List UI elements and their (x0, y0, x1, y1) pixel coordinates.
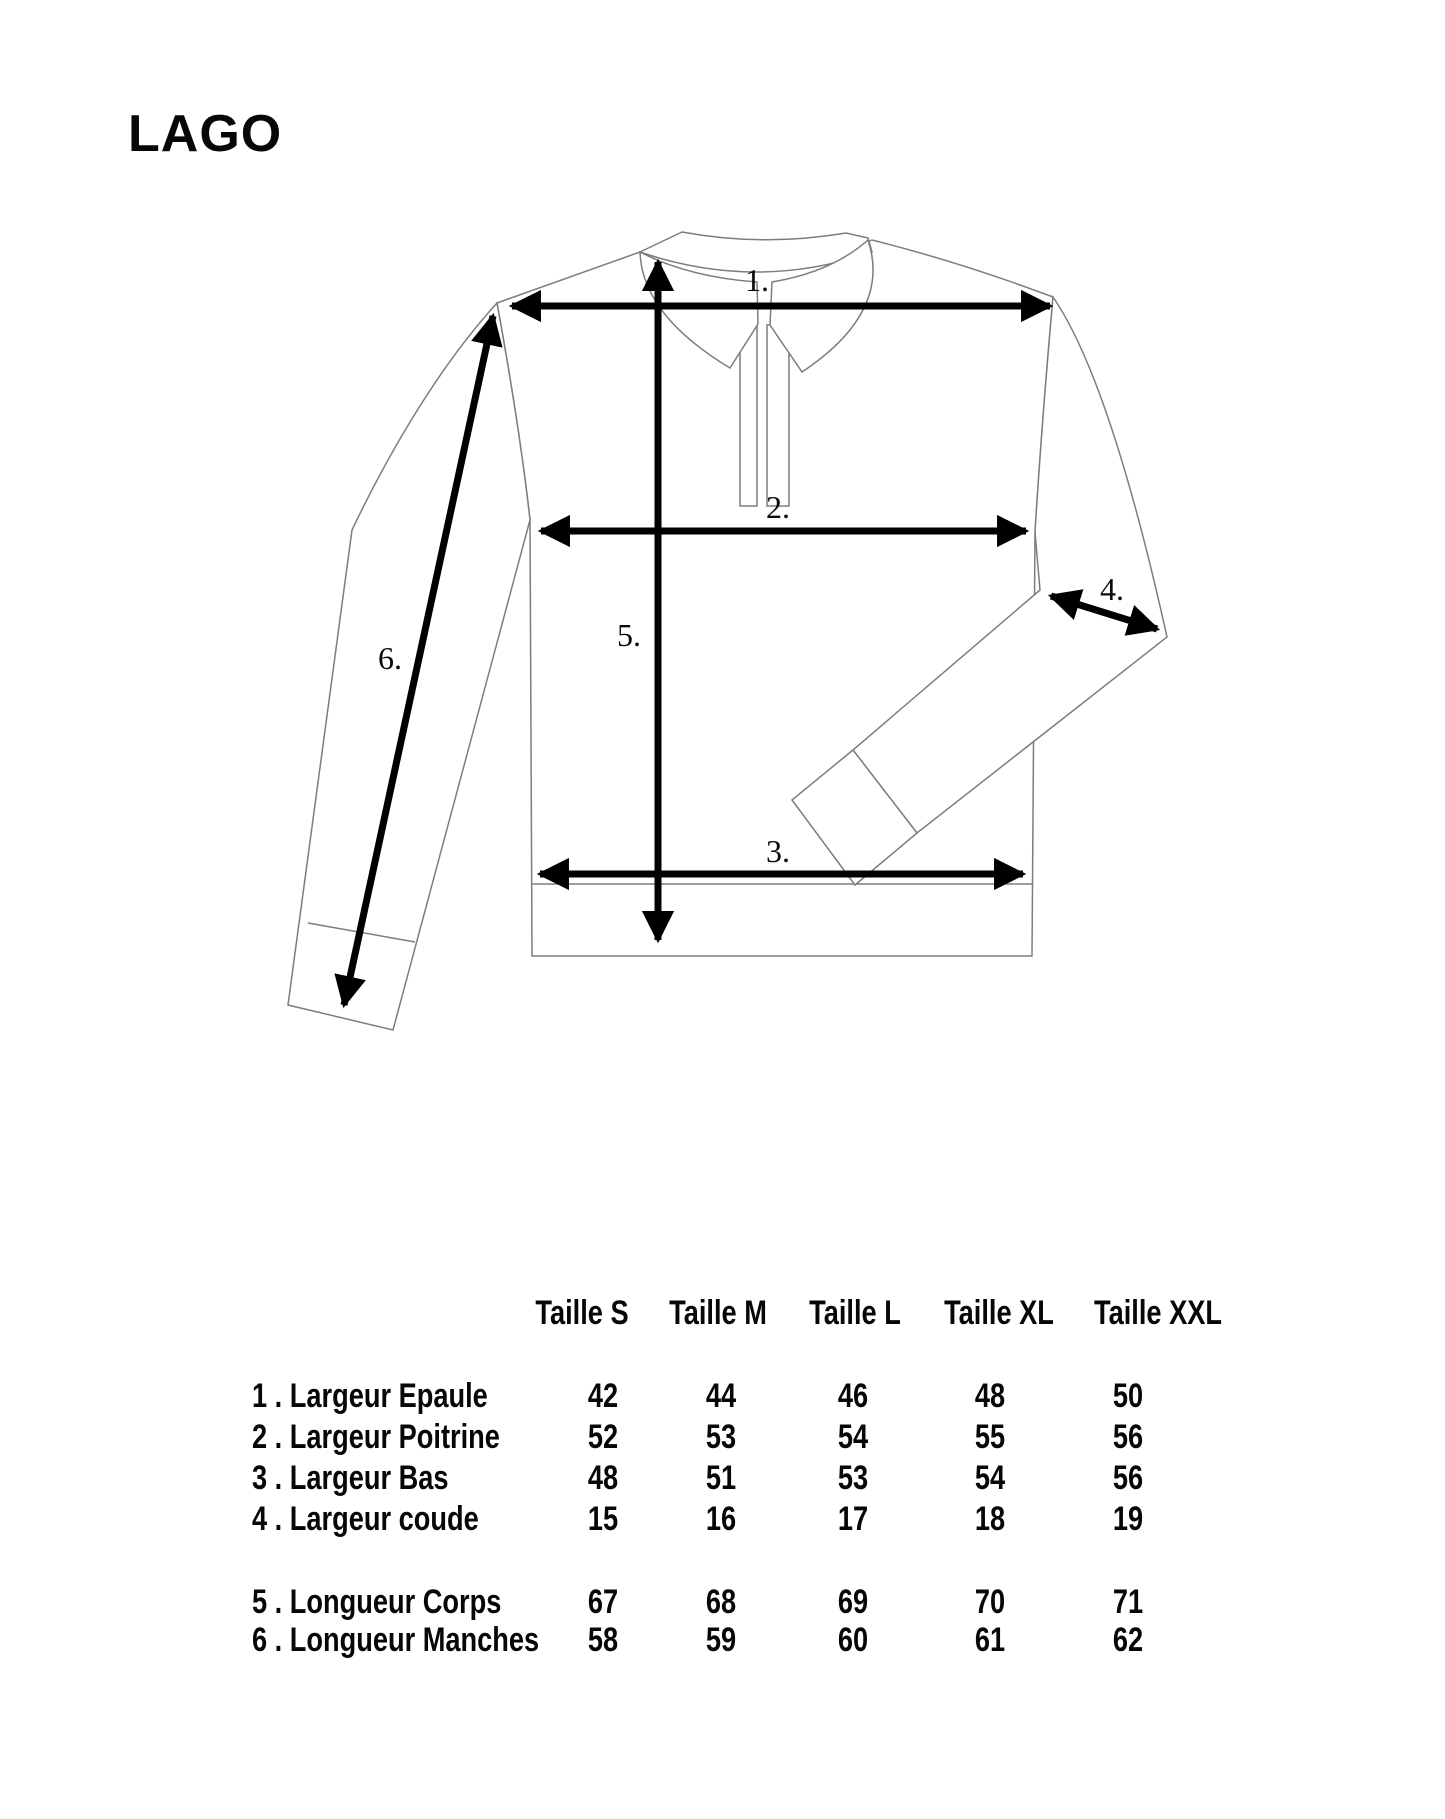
cell-value: 17 (837, 1500, 869, 1538)
table-row (0, 1417, 1445, 1457)
cell-value: 53 (837, 1459, 869, 1497)
marker-label-4: 4. (1100, 571, 1124, 607)
cell-value: 55 (974, 1418, 1006, 1456)
column-header-l: Taille L (809, 1294, 901, 1332)
cell-value: 56 (1112, 1418, 1144, 1456)
row-label: 3 . Largeur Bas (252, 1459, 449, 1497)
row-label: 2 . Largeur Poitrine (252, 1418, 500, 1456)
cell-value: 50 (1112, 1377, 1144, 1415)
cell-value: 54 (837, 1418, 869, 1456)
brand-logo: LAGO (128, 105, 283, 163)
cell-value: 71 (1112, 1583, 1144, 1621)
table-row (0, 1458, 1445, 1498)
cell-value: 69 (837, 1583, 869, 1621)
marker-label-1: 1. (745, 262, 769, 298)
row-label: 5 . Longueur Corps (252, 1583, 502, 1621)
table-row (0, 1499, 1445, 1539)
column-header-s: Taille S (535, 1294, 629, 1332)
marker-label-3: 3. (766, 833, 790, 869)
cell-value: 58 (587, 1621, 619, 1659)
cell-value: 15 (587, 1500, 619, 1538)
marker-label-6: 6. (378, 640, 402, 676)
cell-value: 59 (705, 1621, 737, 1659)
left-sleeve (288, 303, 530, 1030)
cell-value: 48 (587, 1459, 619, 1497)
row-label: 1 . Largeur Epaule (252, 1377, 488, 1415)
cell-value: 18 (974, 1500, 1006, 1538)
cell-value: 60 (837, 1621, 869, 1659)
size-table-header (0, 1295, 1445, 1331)
row-label: 6 . Longueur Manches (252, 1621, 540, 1659)
cell-value: 19 (1112, 1500, 1144, 1538)
table-row (0, 1582, 1445, 1622)
cell-value: 16 (705, 1500, 737, 1538)
cell-value: 56 (1112, 1459, 1144, 1497)
cell-value: 67 (587, 1583, 619, 1621)
placket-right-strip (767, 325, 789, 506)
cell-value: 42 (587, 1377, 619, 1415)
cell-value: 51 (705, 1459, 737, 1497)
cell-value: 44 (705, 1377, 737, 1415)
cell-value: 52 (587, 1418, 619, 1456)
placket-left-strip (740, 325, 757, 506)
marker-label-2: 2. (766, 489, 790, 525)
column-header-xxl: Taille XXL (1094, 1294, 1222, 1332)
row-label: 4 . Largeur coude (252, 1500, 479, 1538)
table-row (0, 1376, 1445, 1416)
cell-value: 48 (974, 1377, 1006, 1415)
cell-value: 54 (974, 1459, 1006, 1497)
marker-label-5: 5. (617, 617, 641, 653)
column-header-m: Taille M (669, 1294, 767, 1332)
cell-value: 70 (974, 1583, 1006, 1621)
table-row (0, 1620, 1445, 1660)
cell-value: 68 (705, 1583, 737, 1621)
cell-value: 46 (837, 1377, 869, 1415)
cell-value: 62 (1112, 1621, 1144, 1659)
cell-value: 61 (974, 1621, 1006, 1659)
column-header-xl: Taille XL (944, 1294, 1054, 1332)
cell-value: 53 (705, 1418, 737, 1456)
